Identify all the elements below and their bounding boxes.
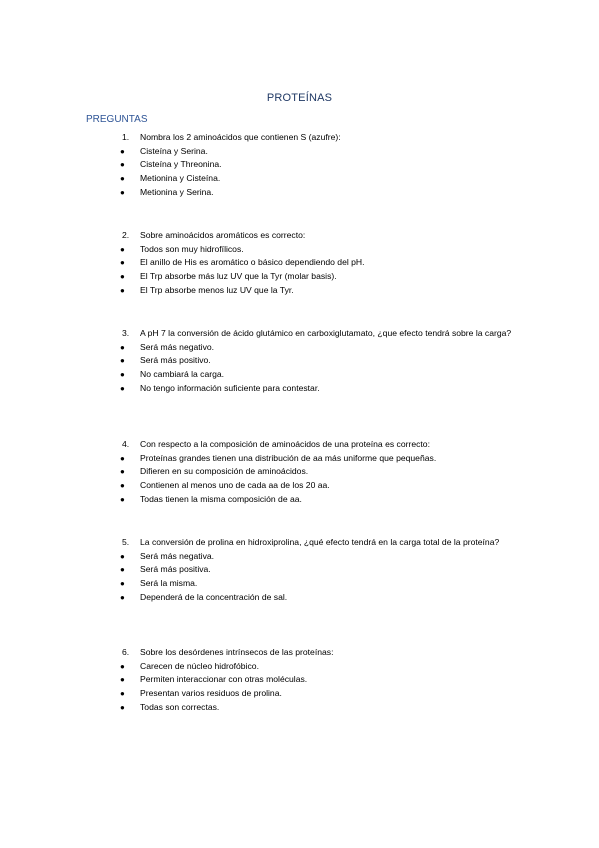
bullet-icon: ● — [120, 702, 125, 712]
bullet-icon: ● — [120, 551, 125, 561]
question-text: La conversión de prolina en hidroxiprolina, ¿qué efecto tendrá en la carga total de la proteína? — [140, 537, 500, 547]
option-item — [0, 354, 599, 368]
option-item — [0, 186, 599, 200]
option-text: Será más negativo. — [140, 341, 215, 352]
option-item — [0, 493, 599, 507]
bullet-icon: ● — [120, 661, 125, 671]
option-item — [0, 452, 599, 466]
bullet-icon: ● — [120, 146, 125, 156]
option-item — [0, 465, 599, 479]
bullet-icon: ● — [120, 453, 125, 463]
option-text: Será más positivo. — [140, 355, 211, 366]
option-text: Cisteína y Serina. — [140, 145, 208, 156]
bullet-icon: ● — [120, 258, 125, 268]
option-item — [0, 341, 599, 355]
question-text: Sobre los desórdenes intrínsecos de las proteínas: — [140, 647, 334, 657]
question-number: 2. — [122, 230, 130, 240]
option-text: No cambiará la carga. — [140, 369, 225, 380]
bullet-icon: ● — [120, 383, 125, 393]
question-header — [0, 229, 599, 243]
option-item — [0, 158, 599, 172]
question-text: Sobre aminoácidos aromáticos es correcto: — [140, 230, 306, 240]
option-text: No tengo información suficiente para contestar. — [140, 382, 320, 393]
bullet-icon: ● — [120, 481, 125, 491]
option-item — [0, 701, 599, 715]
option-item — [0, 256, 599, 270]
option-item — [0, 479, 599, 493]
option-text: Será la misma. — [140, 578, 198, 589]
question-header — [0, 438, 599, 452]
bullet-icon: ● — [120, 494, 125, 504]
question-header — [0, 131, 599, 145]
option-item — [0, 270, 599, 284]
option-text: El Trp absorbe más luz UV que la Tyr (molar basis). — [140, 271, 337, 282]
option-text: El Trp absorbe menos luz UV que la Tyr. — [140, 284, 294, 295]
option-text: Metionina y Cisteína. — [140, 173, 221, 184]
option-item — [0, 577, 599, 591]
option-item — [0, 243, 599, 257]
option-item — [0, 660, 599, 674]
question-number: 6. — [122, 647, 130, 657]
option-item — [0, 550, 599, 564]
question-number: 5. — [122, 537, 130, 547]
option-text: El anillo de His es aromático o básico dependiendo del pH. — [140, 257, 365, 268]
option-item — [0, 172, 599, 186]
question-header — [0, 646, 599, 660]
bullet-icon: ● — [120, 592, 125, 602]
option-item — [0, 284, 599, 298]
option-text: Todas tienen la misma composición de aa. — [140, 493, 302, 504]
option-text: Difieren en su composición de aminoácidos. — [140, 466, 309, 477]
question-number: 3. — [122, 328, 130, 338]
bullet-icon: ● — [120, 356, 125, 366]
option-item — [0, 145, 599, 159]
option-item — [0, 687, 599, 701]
bullet-icon: ● — [120, 272, 125, 282]
question-header — [0, 536, 599, 550]
question-1 — [0, 131, 599, 200]
option-text: Todas son correctas. — [140, 701, 220, 712]
option-text: Presentan varios residuos de prolina. — [140, 688, 282, 699]
bullet-icon: ● — [120, 689, 125, 699]
question-2 — [0, 229, 599, 298]
question-number: 1. — [122, 132, 130, 142]
option-item — [0, 673, 599, 687]
section-heading: PREGUNTAS — [86, 114, 148, 125]
option-text: Será más negativa. — [140, 550, 215, 561]
question-6 — [0, 646, 599, 715]
bullet-icon: ● — [120, 285, 125, 295]
option-text: Será más positiva. — [140, 564, 211, 575]
question-text: Con respecto a la composición de aminoácidos de una proteína es correcto: — [140, 439, 430, 449]
option-text: Dependerá de la concentración de sal. — [140, 591, 288, 602]
bullet-icon: ● — [120, 342, 125, 352]
question-header — [0, 327, 599, 341]
bullet-icon: ● — [120, 244, 125, 254]
question-4 — [0, 438, 599, 507]
option-text: Cisteína y Threonina. — [140, 159, 222, 170]
option-text: Proteínas grandes tienen una distribución de aa más uniforme que pequeñas. — [140, 452, 437, 463]
option-item — [0, 368, 599, 382]
option-text: Metionina y Serina. — [140, 186, 214, 197]
question-number: 4. — [122, 439, 130, 449]
option-item — [0, 563, 599, 577]
question-5 — [0, 536, 599, 605]
bullet-icon: ● — [120, 160, 125, 170]
option-text: Permiten interaccionar con otras moléculas. — [140, 674, 308, 685]
option-text: Carecen de núcleo hidrofóbico. — [140, 660, 259, 671]
bullet-icon: ● — [120, 675, 125, 685]
option-item — [0, 591, 599, 605]
question-3 — [0, 327, 599, 396]
option-text: Todos son muy hidrofílicos. — [140, 243, 244, 254]
bullet-icon: ● — [120, 579, 125, 589]
bullet-icon: ● — [120, 174, 125, 184]
option-text: Contienen al menos uno de cada aa de los 20 aa. — [140, 480, 330, 491]
bullet-icon: ● — [120, 370, 125, 380]
question-text: A pH 7 la conversión de ácido glutámico en carboxiglutamato, ¿que efecto tendrá sobre la carga? — [140, 328, 512, 338]
page-title: PROTEÍNAS — [266, 92, 333, 104]
bullet-icon: ● — [120, 187, 125, 197]
bullet-icon: ● — [120, 565, 125, 575]
bullet-icon: ● — [120, 467, 125, 477]
question-text: Nombra los 2 aminoácidos que contienen S (azufre): — [140, 132, 341, 142]
option-item — [0, 382, 599, 396]
